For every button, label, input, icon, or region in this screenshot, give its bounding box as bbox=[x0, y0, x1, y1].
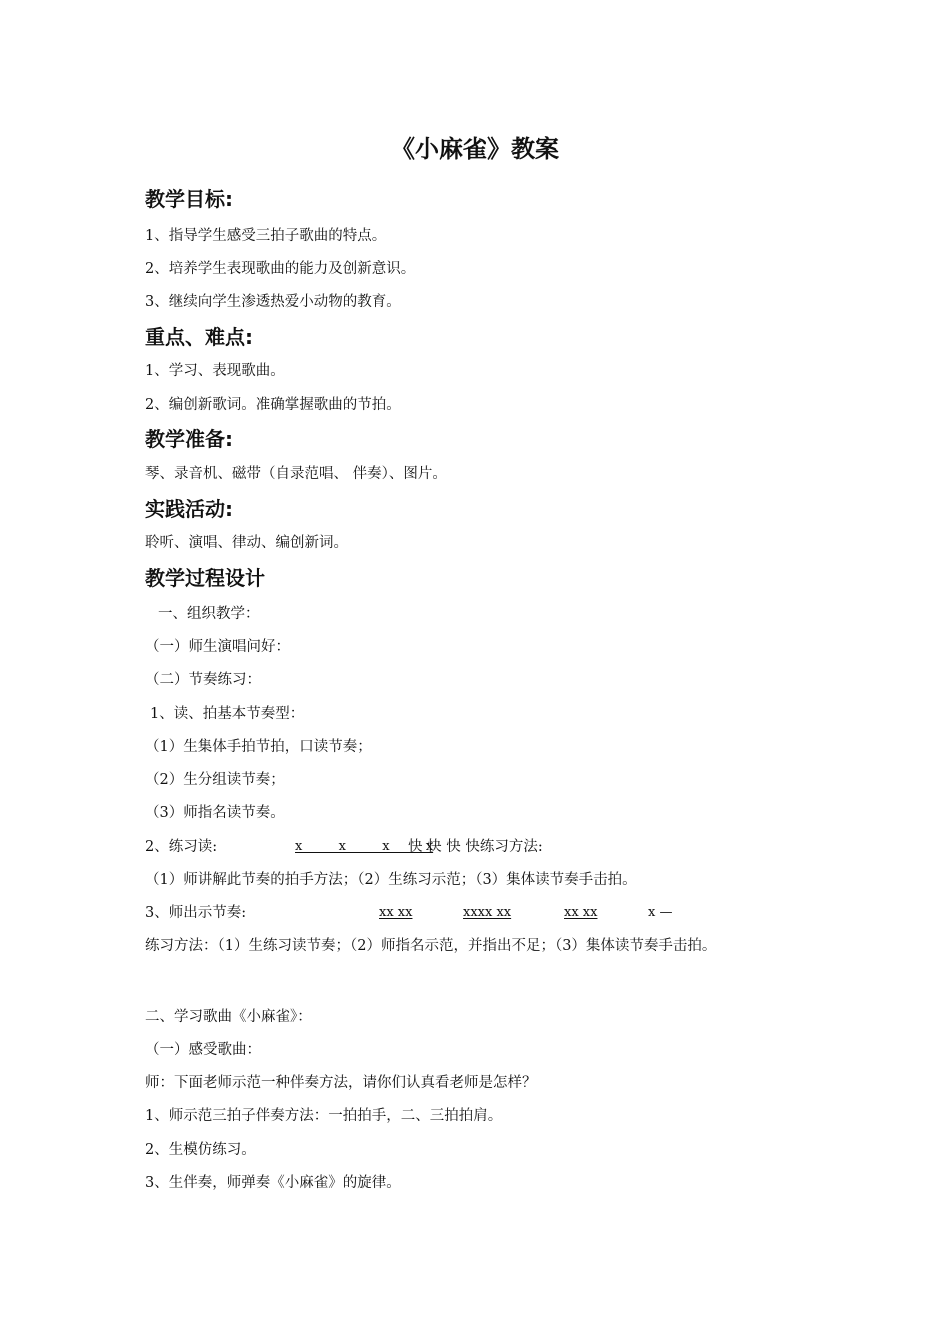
practice-methods-2: 练习方法：（1）生练习读节奏；（2）师指名示范，并指出不足；（3）集体读节奏手击拍。 bbox=[145, 938, 717, 954]
heading-process: 教学过程设计 bbox=[145, 566, 265, 590]
key-point-item: 2、编创新歌词。准确掌握歌曲的节拍。 bbox=[145, 397, 401, 413]
goal-item: 1、指导学生感受三拍子歌曲的特点。 bbox=[145, 228, 387, 244]
goal-item: 2、培养学生表现歌曲的能力及创新意识。 bbox=[145, 261, 416, 277]
heading-activities: 实践活动: bbox=[145, 497, 233, 521]
rhythm-group: x — bbox=[648, 905, 673, 920]
process-line: （二）节奏练习： bbox=[145, 672, 261, 688]
part2-line: （一）感受歌曲： bbox=[145, 1042, 261, 1058]
process-line: （2）生分组读节奏； bbox=[145, 772, 285, 788]
part2-line: 1、师示范三拍子伴奏方法：一拍拍手，二、三拍拍肩。 bbox=[145, 1108, 503, 1124]
part2-line: 师：下面老师示范一种伴奏方法，请你们认真看老师是怎样？ bbox=[145, 1075, 537, 1091]
rhythm-group: xx xx bbox=[379, 905, 413, 920]
goal-item: 3、继续向学生渗透热爱小动物的教育。 bbox=[145, 294, 401, 310]
heading-preparation: 教学准备: bbox=[145, 427, 233, 451]
part2-line: 2、生模仿练习。 bbox=[145, 1142, 256, 1158]
document-title: 《小麻雀》教案 bbox=[391, 135, 559, 163]
teacher-show-label: 3、师出示节奏: bbox=[145, 905, 247, 921]
activities-text: 聆听、演唱、律动、编创新词。 bbox=[145, 535, 348, 551]
practice-read-label: 2、练习读: bbox=[145, 839, 218, 855]
rhythm-group: xx xx bbox=[564, 905, 598, 920]
heading-key-points: 重点、难点: bbox=[145, 325, 253, 349]
process-line: （3）师指名读节奏。 bbox=[145, 805, 285, 821]
preparation-text: 琴、录音机、磁带（自录范唱、 伴奏）、图片。 bbox=[145, 466, 447, 482]
process-line: （一）师生演唱问好： bbox=[145, 639, 290, 655]
part2-line: 3、生伴奏，师弹奏《小麻雀》的旋律。 bbox=[145, 1175, 401, 1191]
key-point-item: 1、学习、表现歌曲。 bbox=[145, 363, 285, 379]
practice-methods: （1）师讲解此节奏的拍手方法；（2）生练习示范；（3）集体读节奏手击拍。 bbox=[145, 872, 637, 888]
part2-line: 二、学习歌曲《小麻雀》： bbox=[145, 1009, 312, 1025]
heading-goals: 教学目标: bbox=[145, 187, 233, 211]
rhythm-notation: x x x x bbox=[295, 839, 434, 854]
process-line: 一、组织教学： bbox=[158, 606, 260, 622]
process-line: （1）生集体手拍节拍，口读节奏； bbox=[145, 739, 372, 755]
process-line: 1、读、拍基本节奏型： bbox=[150, 706, 305, 722]
rhythm-group: xxxx xx bbox=[463, 905, 512, 920]
practice-read-text: 快 快 快 快练习方法: bbox=[408, 839, 543, 855]
